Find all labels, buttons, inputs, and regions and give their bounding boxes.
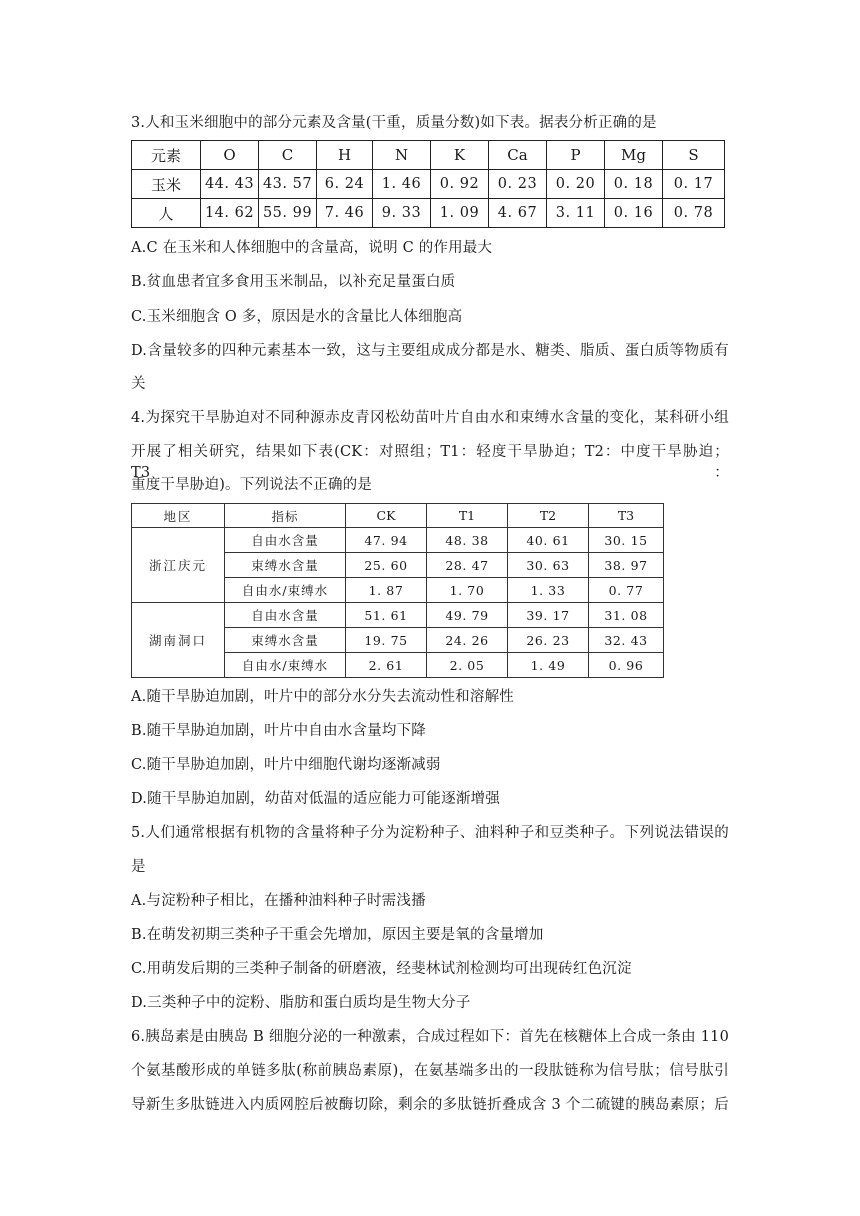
column-header: T3 [589,504,664,528]
q3-option-b: B.贫血患者宜多食用玉米制品，以补充足量蛋白质 [131,274,456,290]
q5-stem-line1: 5.人们通常根据有机物的含量将种子分为淀粉种子、油料种子和豆类种子。下列说法错误的 [131,825,729,841]
element-header: K [431,141,489,170]
column-header: 指标 [225,504,346,528]
table-row [132,141,725,170]
column-header: CK [346,504,427,528]
q4-stem-line3: 重度干旱胁迫)。下列说法不正确的是 [131,477,373,493]
table-cell: 44. 43 [201,170,259,199]
q4-drought-table [131,503,664,678]
table-cell: 0. 96 [589,653,664,678]
table-cell: 0. 16 [605,199,663,228]
q4-option-b: B.随干旱胁迫加剧，叶片中自由水含量均下降 [131,723,426,739]
metric-cell: 束缚水含量 [225,628,346,653]
table-cell: 6. 24 [317,170,373,199]
q5-option-c: C.用萌发后期的三类种子制备的研磨液，经斐林试剂检测均可出现砖红色沉淀 [131,961,632,977]
table-cell: 26. 23 [508,628,589,653]
table-cell: 0. 92 [431,170,489,199]
table-cell: 43. 57 [259,170,317,199]
q3-element-table [131,140,725,228]
row-label: 玉米 [132,170,201,199]
table-cell: 1. 49 [508,653,589,678]
table-cell: 25. 60 [346,553,427,578]
q6-stem-line3: 导新生多肽链进入内质网腔后被酶切除，剩余的多肽链折叠成含 3 个二硫键的胰岛素原；后 [131,1097,729,1113]
q4-stem-line1: 4.为探究干旱胁迫对不同种源赤皮青冈松幼苗叶片自由水和束缚水含量的变化，某科研小组 [131,410,729,426]
element-header: H [317,141,373,170]
region-cell: 浙江庆元 [132,528,225,603]
table-cell: 39. 17 [508,603,589,628]
column-header: T2 [508,504,589,528]
table-cell: 31. 08 [589,603,664,628]
q3-option-d-cont: 关 [131,376,146,392]
table-cell: 2. 61 [346,653,427,678]
table-cell: 28. 47 [427,553,508,578]
q3-option-c: C.玉米细胞含 O 多，原因是水的含量比人体细胞高 [131,309,463,325]
table-cell: 40. 61 [508,528,589,553]
table-cell: 55. 99 [259,199,317,228]
metric-cell: 自由水含量 [225,603,346,628]
element-header: N [373,141,431,170]
element-header: O [201,141,259,170]
table-cell: 2. 05 [427,653,508,678]
table-cell: 19. 75 [346,628,427,653]
metric-cell: 自由水/束缚水 [225,578,346,603]
q5-option-d: D.三类种子中的淀粉、脂肪和蛋白质均是生物大分子 [131,995,471,1011]
table-cell: 9. 33 [373,199,431,228]
q4-option-a: A.随干旱胁迫加剧，叶片中的部分水分失去流动性和溶解性 [131,689,514,705]
column-header: T1 [427,504,508,528]
table-cell: 0. 17 [663,170,725,199]
q6-stem-line2: 个氨基酸形成的单链多肽(称前胰岛素原)，在氨基端多出的一段肽链称为信号肽；信号肽引 [131,1063,729,1079]
table-row [132,199,725,228]
table-cell: 32. 43 [589,628,664,653]
region-cell: 湖南洞口 [132,603,225,678]
column-header: 地区 [132,504,225,528]
table-cell: 1. 70 [427,578,508,603]
table-cell: 0. 18 [605,170,663,199]
table-header-row [132,504,664,528]
table-cell: 3. 11 [547,199,605,228]
table-cell: 47. 94 [346,528,427,553]
table-cell: 48. 38 [427,528,508,553]
table-cell: 24. 26 [427,628,508,653]
q5-option-a: A.与淀粉种子相比，在播种油料种子时需浅播 [131,893,426,909]
element-header: C [259,141,317,170]
q4-option-d: D.随干旱胁迫加剧，幼苗对低温的适应能力可能逐渐增强 [131,791,500,807]
table-cell: 1. 09 [431,199,489,228]
table-cell: 1. 33 [508,578,589,603]
q6-stem-line1: 6.胰岛素是由胰岛 B 细胞分泌的一种激素，合成过程如下：首先在核糖体上合成一条由 110 [131,1029,729,1045]
element-header: Ca [489,141,547,170]
q3-option-d: D.含量较多的四种元素基本一致，这与主要组成成分都是水、糖类、脂质、蛋白质等物质有 [131,343,729,359]
table-cell: 14. 62 [201,199,259,228]
table-cell: 30. 63 [508,553,589,578]
header-label: 元素 [132,141,201,170]
row-label: 人 [132,199,201,228]
q3-stem: 3.人和玉米细胞中的部分元素及含量(干重，质量分数)如下表。据表分析正确的是 [131,115,657,131]
table-cell: 1. 46 [373,170,431,199]
table-cell: 38. 97 [589,553,664,578]
table-cell: 0. 78 [663,199,725,228]
table-cell: 1. 87 [346,578,427,603]
element-header: Mg [605,141,663,170]
table-row [132,528,664,553]
element-header: S [663,141,725,170]
table-cell: 0. 20 [547,170,605,199]
table-cell: 49. 79 [427,603,508,628]
table-cell: 0. 77 [589,578,664,603]
q3-option-a: A.C 在玉米和人体细胞中的含量高，说明 C 的作用最大 [131,240,493,256]
table-cell: 30. 15 [589,528,664,553]
table-cell: 7. 46 [317,199,373,228]
table-cell: 0. 23 [489,170,547,199]
table-row [132,170,725,199]
q5-stem-line2: 是 [131,859,146,875]
table-cell: 4. 67 [489,199,547,228]
q5-option-b: B.在萌发初期三类种子干重会先增加，原因主要是氧的含量增加 [131,927,544,943]
element-header: P [547,141,605,170]
q4-stem-line2: 开展了相关研究，结果如下表(CK：对照组；T1：轻度干旱胁迫；T2：中度干旱胁迫；T3： [131,444,729,481]
table-cell: 51. 61 [346,603,427,628]
table-row [132,603,664,628]
metric-cell: 束缚水含量 [225,553,346,578]
metric-cell: 自由水含量 [225,528,346,553]
metric-cell: 自由水/束缚水 [225,653,346,678]
q4-option-c: C.随干旱胁迫加剧，叶片中细胞代谢均逐渐减弱 [131,757,441,773]
